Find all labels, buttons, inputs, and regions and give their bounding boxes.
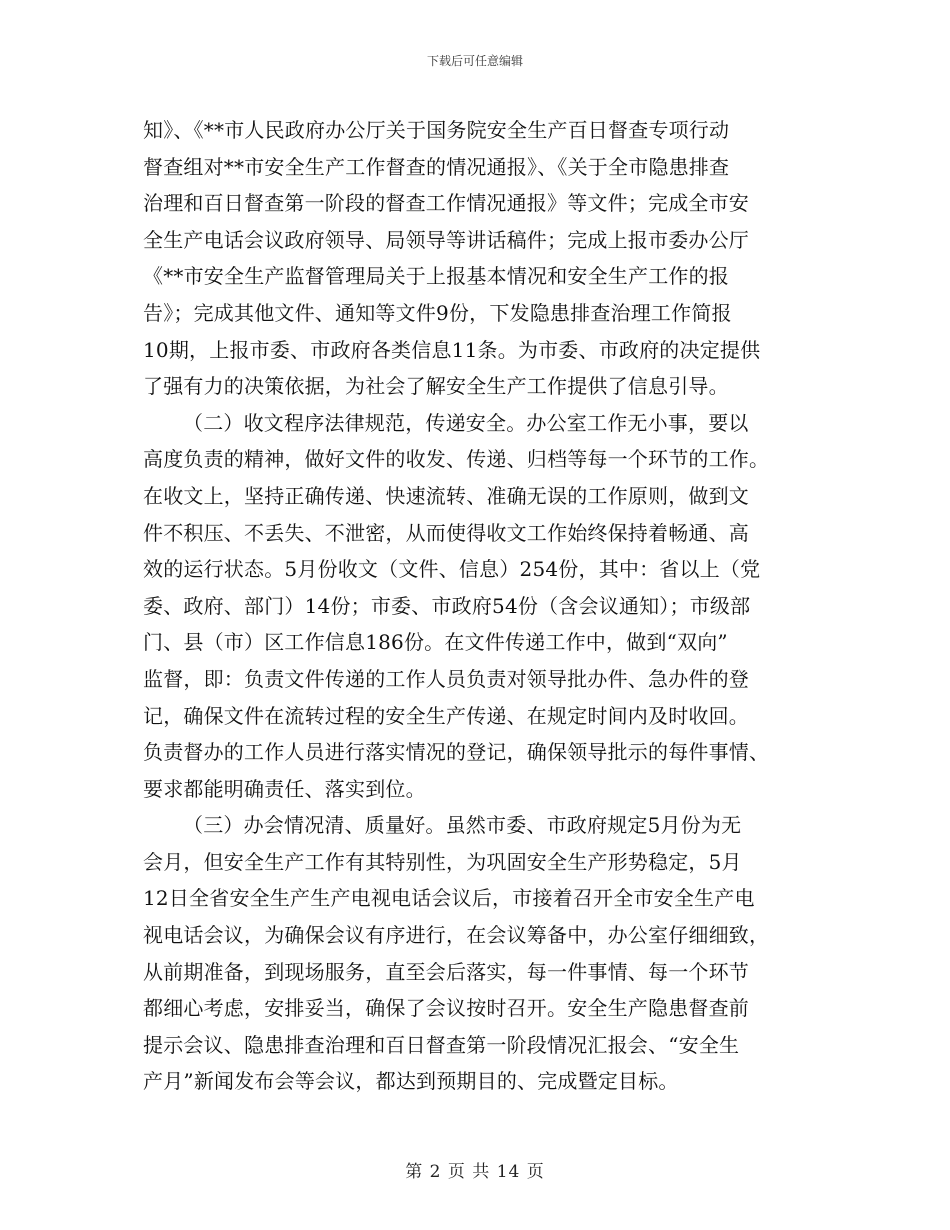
- text-line: 都细心考虑，安排妥当，确保了会议按时召开。安全生产隐患督查前: [143, 996, 749, 1021]
- page-header: 下载后可任意编辑: [426, 54, 523, 68]
- paragraph-start-line: （二）收文程序法律规范，传递安全。办公室工作无小事，要以: [183, 410, 749, 435]
- text-line: 10期，上报市委、市政府各类信息11条。为市委、市政府的决定提供: [143, 337, 761, 362]
- text-line: 《**市安全生产监督管理局关于上报基本情况和安全生产工作的报: [143, 264, 729, 289]
- page-number: 第 2 页 共 14 页: [405, 1162, 545, 1182]
- text-line: 件不积压、不丢失、不泄密，从而使得收文工作始终保持着畅通、高: [143, 520, 749, 545]
- text-line: 产月”新闻发布会等会议，都达到预期目的、完成暨定目标。: [143, 1069, 679, 1094]
- text-line: 要求都能明确责任、落实到位。: [143, 776, 426, 801]
- text-line: 知》、《**市人民政府办公厅关于国务院安全生产百日督查专项行动: [143, 118, 730, 142]
- text-line: 门、县（市）区工作信息186份。在文件传递工作中，做到“双向”: [143, 630, 728, 655]
- text-line: 效的运行状态。5月份收文（文件、信息）254份，其中：省以上（党: [143, 557, 761, 582]
- text-line: 高度负责的精神，做好文件的收发、传递、归档等每一个环节的工作。: [143, 447, 770, 472]
- text-line: 在收文上，坚持正确传递、快速流转、准确无误的工作原则，做到文: [143, 483, 749, 508]
- text-line: 了强有力的决策依据，为社会了解安全生产工作提供了信息引导。: [143, 374, 729, 399]
- text-line: 告》；完成其他文件、通知等文件9份，下发隐患排查治理工作简报: [143, 300, 732, 325]
- text-line: 从前期准备，到现场服务，直至会后落实，每一件事情、每一个环节: [143, 959, 749, 984]
- text-line: 委、政府、部门）14份；市委、市政府54份（含会议通知）；市级部: [143, 593, 751, 618]
- text-line: 12日全省安全生产生产电视电话会议后，市接着召开全市安全生产电: [143, 886, 755, 911]
- text-line: 督查组对**市安全生产工作督查的情况通报》、《关于全市隐患排查: [143, 154, 730, 179]
- text-line: 提示会议、隐患排查治理和百日督查第一阶段情况汇报会、“安全生: [143, 1032, 740, 1057]
- text-line: 治理和百日督查第一阶段的督查工作情况通报》等文件；完成全市安: [143, 191, 749, 216]
- text-line: 会月，但安全生产工作有其特别性，为巩固安全生产形势稳定，5月: [143, 849, 742, 874]
- text-line: 视电话会议，为确保会议有序进行，在会议筹备中，办公室仔细细致，: [143, 923, 770, 948]
- text-line: 监督，即：负责文件传递的工作人员负责对领导批办件、急办件的登: [143, 666, 749, 691]
- document-body: [143, 112, 813, 1100]
- text-line: 记，确保文件在流转过程的安全生产传递、在规定时间内及时收回。: [143, 703, 749, 728]
- paragraph-start-line: （三）办会情况清、质量好。虽然市委、市政府规定5月份为无: [183, 813, 742, 838]
- text-line: 全生产电话会议政府领导、局领导等讲话稿件；完成上报市委办公厅: [143, 227, 749, 252]
- text-line: 负责督办的工作人员进行落实情况的登记，确保领导批示的每件事情、: [143, 740, 770, 765]
